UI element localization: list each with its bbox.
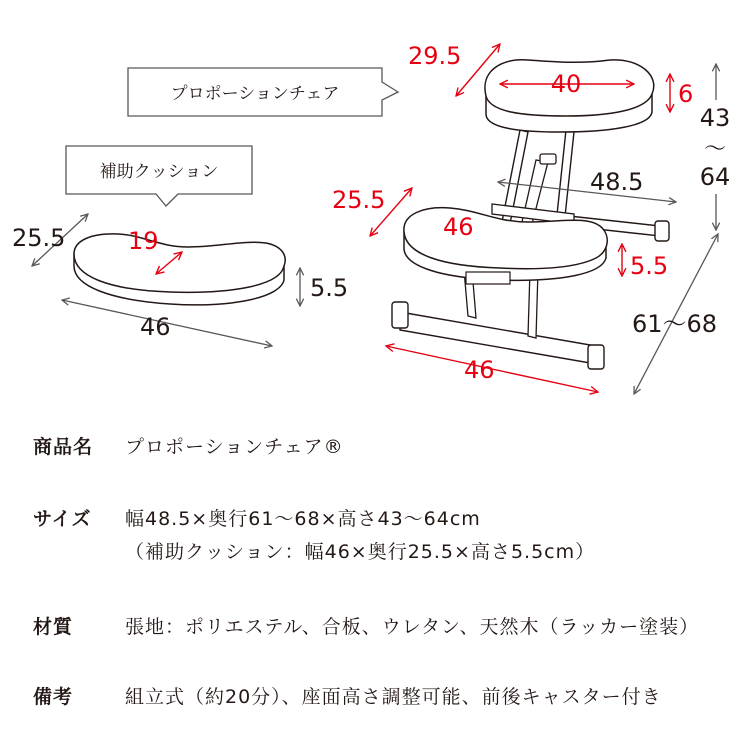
spec-key: 材質 — [33, 616, 74, 638]
height-range-max: 64 — [699, 163, 731, 191]
spec-value: 張地：ポリエステル、合板、ウレタン、天然木（ラッカー塗装） — [125, 616, 700, 638]
cushion-width-label: 46 — [140, 313, 171, 341]
knee-width-label: 46 — [443, 213, 474, 241]
knee-thickness-label: 5.5 — [630, 252, 669, 280]
height-range-min: 43 — [699, 104, 731, 132]
spec-key: 備考 — [33, 686, 74, 708]
chair-illustration — [392, 60, 669, 369]
spec-key: サイズ — [33, 508, 92, 530]
cushion-callout — [66, 146, 252, 206]
height-range-sep: 〜 — [703, 137, 727, 162]
spec-value-secondary: （補助クッション：幅46×奥行25.5×高さ5.5cm） — [125, 541, 596, 563]
spec-value: 幅48.5×奥行61〜68×高さ43〜64cm — [125, 508, 481, 530]
cushion-callout-label: 補助クッション — [99, 162, 219, 182]
spec-key: 商品名 — [33, 436, 94, 458]
seat-depth-label: 29.5 — [408, 42, 462, 70]
depth-range-label: 61〜68 — [632, 310, 718, 338]
spec-value: 組立式（約20分）、座面高さ調整可能、前後キャスター付き — [125, 686, 662, 708]
knee-depth-label: 25.5 — [332, 186, 386, 214]
chair-callout — [128, 68, 398, 116]
base-width-label: 46 — [464, 356, 495, 384]
frame-width-label: 48.5 — [590, 168, 644, 196]
cushion-height-label: 5.5 — [310, 274, 349, 302]
seat-width-label: 40 — [550, 70, 582, 98]
cushion-depth-label: 25.5 — [12, 224, 66, 252]
spec-value: プロポーションチェア® — [125, 436, 344, 458]
chair-callout-label: プロポーションチェア — [170, 84, 340, 104]
cushion-illustration — [74, 234, 285, 305]
frame-width-arrow — [498, 182, 676, 202]
seat-thickness-label: 6 — [678, 80, 694, 108]
cushion-inner-label: 19 — [128, 227, 159, 255]
